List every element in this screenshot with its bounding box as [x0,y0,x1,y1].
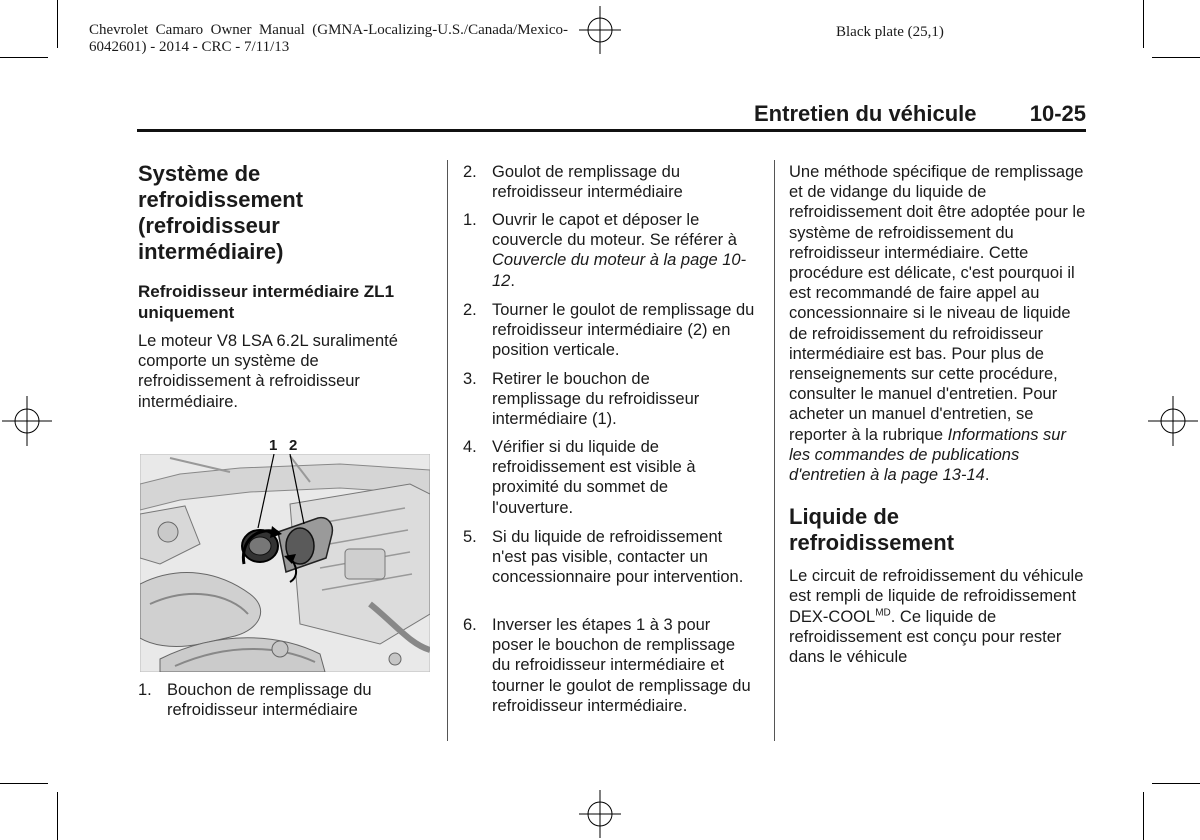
list-item [463,615,763,739]
column-divider [774,160,775,741]
registration-mark-icon [2,396,52,446]
list-item [463,210,763,292]
column-3 [789,162,1089,667]
list-item [463,437,763,519]
list-number: 1. [463,211,477,229]
list-number: 4. [463,438,477,456]
running-header [700,101,1086,129]
caption-number: 1. [138,681,152,699]
list-number: 6. [463,616,477,634]
list-item [463,300,763,362]
cross-reference[interactable]: Couvercle du moteur à la page 10-12 [492,251,747,290]
coolant-procedure-paragraph: Une méthode spécifique de remplissage et de vidange du liquide de refroidissement doit être adoptée pour le système de refroidissement du refroidisseur intermédiaire. Cette procédure est délicate, c'est pourquoi il est recommandé de faire appel au concessionnaire si le niveau de liquide de refroidissement du refroidisseur intermédiaire est bas. Pour plus de renseignements sur cette procédure, consulter le manuel d'entretien. Pour acheter un manuel d'entretien, se reporter à la rubrique Informations sur les commandes de publications d'entretien à la page 13-14. [789,163,1086,485]
plate-line-1: Chevrolet Camaro Owner Manual (GMNA-Localizing-U.S./Canada/Mexico- [89,22,569,38]
list-number: 5. [463,528,477,546]
header-rule [137,129,1086,132]
list-item [463,527,763,609]
crop-mark [1143,792,1144,840]
section-heading: Système de refroidissement (refroidisseur intermédiaire) [138,161,304,264]
cross-reference[interactable]: Informations sur les commandes de publications d'entretien à la page 13-14 [789,425,1066,485]
list-number: 3. [463,370,477,388]
list-number: 2. [463,301,477,319]
plate-label: Black plate (25,1) [836,24,944,40]
list-text: Retirer le bouchon de remplissage du refroidisseur intermédiaire (1). [492,370,700,429]
crop-mark [57,0,58,48]
engine-illustration [140,454,430,672]
coolant-paragraph: Le circuit de refroidissement du véhicule est rempli de liquide de refroidissement DEX-$COOL^{MD}$. Ce liquide de refroidissement est conçu pour rester dans le véhicule [789,567,1084,667]
crop-mark [1143,0,1144,48]
registration-mark-icon [1148,396,1198,446]
list-number: 2. [463,163,477,181]
section-title: Entretien du véhicule [754,101,977,126]
list-text: Ouvrir le capot et déposer le couvercle du moteur. Se référer à Couvercle du moteur à la page 10-12. [492,211,747,290]
list-text: Inverser les étapes 1 à 3 pour poser le bouchon de remplissage du refroidisseur intermédiaire et tourner le goulot de remplissage du refroidisseur intermédiaire. [492,616,751,715]
figure-caption [138,680,434,724]
plate-info [89,22,609,56]
callout-1: 1 [269,437,278,454]
crop-mark [0,783,48,784]
subheading: Refroidisseur intermédiaire ZL1 uniquement [138,282,395,322]
crop-mark [1152,57,1200,58]
list-text: Si du liquide de refroidissement n'est pas visible, contacter un concessionnaire pour intervention. [492,528,744,587]
list-text: Vérifier si du liquide de refroidissement est visible à proximité du sommet de l'ouverture. [492,438,696,517]
column-divider [447,160,448,741]
section-heading: Liquide de refroidissement [789,504,955,556]
registration-mark-icon [575,790,625,838]
list-text: Tourner le goulot de remplissage du refroidisseur intermédiaire (2) en position verticale. [492,301,755,360]
list-item [463,369,763,431]
page-number: 10-25 [1029,101,1086,126]
trademark-superscript: MD [875,607,891,619]
callout-2: 2 [289,437,298,454]
list-text: Goulot de remplissage du refroidisseur intermédiaire [492,163,683,202]
crop-mark [0,57,48,58]
plate-line-2: 6042601) - 2014 - CRC - 7/11/13 [89,39,290,55]
intro-paragraph: Le moteur V8 LSA 6.2L suralimenté comporte un système de refroidissement à refroidisseur intermédiaire. [138,332,398,411]
caption-text: Bouchon de remplissage du refroidisseur intermédiaire [167,681,372,720]
column-1 [138,161,434,412]
crop-mark [1152,783,1200,784]
crop-mark [57,792,58,840]
list-item [463,162,763,204]
